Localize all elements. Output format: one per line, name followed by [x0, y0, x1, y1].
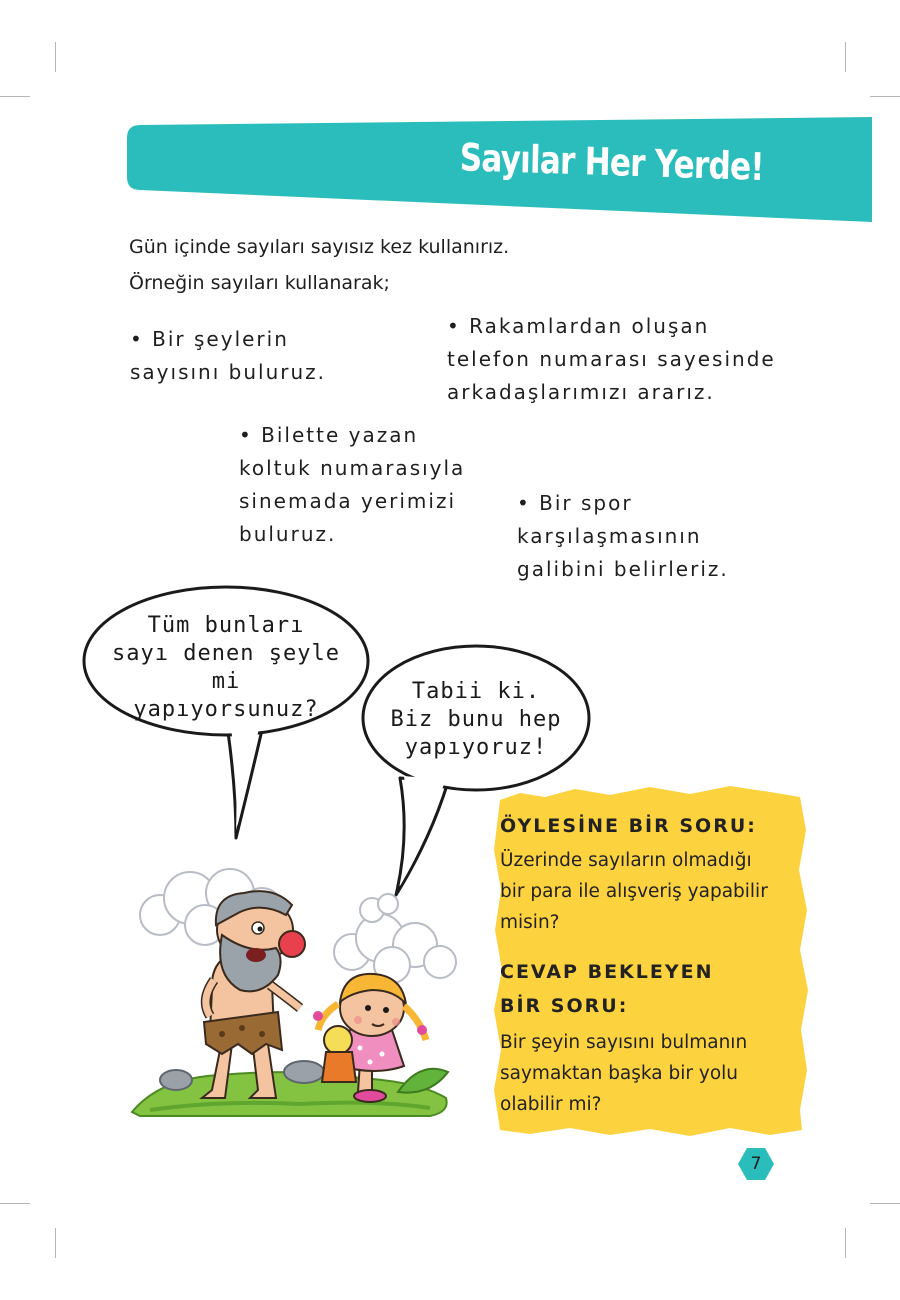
bullet-sports-match: • Bir spor karşılaşmasının galibini belirleriz. — [517, 491, 729, 581]
page-title: Sayılar Her Yerde! — [459, 135, 765, 189]
bullet-phone-number: • Rakamlardan oluşan telefon numarası sayesinde arkadaşlarımızı ararız. — [447, 314, 776, 404]
question-text-1: Üzerinde sayıların olmadığı bir para ile alışveriş yapabilir misin? — [500, 850, 768, 933]
bullet-seat-number: • Bilette yazan koltuk numarasıyla sinemada yerimizi buluruz. — [239, 423, 466, 546]
question-heading-2: CEVAP BEKLEYEN BİR SORU: — [500, 961, 714, 1017]
leaf — [398, 1069, 448, 1093]
question-text-2: Bir şeyin sayısını bulmanın saymaktan başka bir yolu olabilir mi? — [500, 1032, 748, 1115]
rock — [160, 1070, 192, 1090]
speech-text-left: Tüm bunları sayı denen şeyle mi yapıyorsunuz? — [112, 613, 340, 722]
speech-text-right: Tabii ki. Biz bunu hep yapıyoruz! — [390, 679, 562, 760]
rock — [284, 1061, 324, 1083]
intro-line-2: Örneğin sayıları kullanarak; — [129, 272, 390, 294]
page-number: 7 — [750, 1154, 762, 1174]
cloud-right — [334, 914, 456, 983]
bullet-counting: • Bir şeylerin sayısını buluruz. — [130, 327, 326, 384]
question-heading-1: ÖYLESİNE BİR SORU: — [500, 815, 757, 837]
intro-line-1: Gün içinde sayıları sayısız kez kullanırız. — [129, 236, 510, 258]
